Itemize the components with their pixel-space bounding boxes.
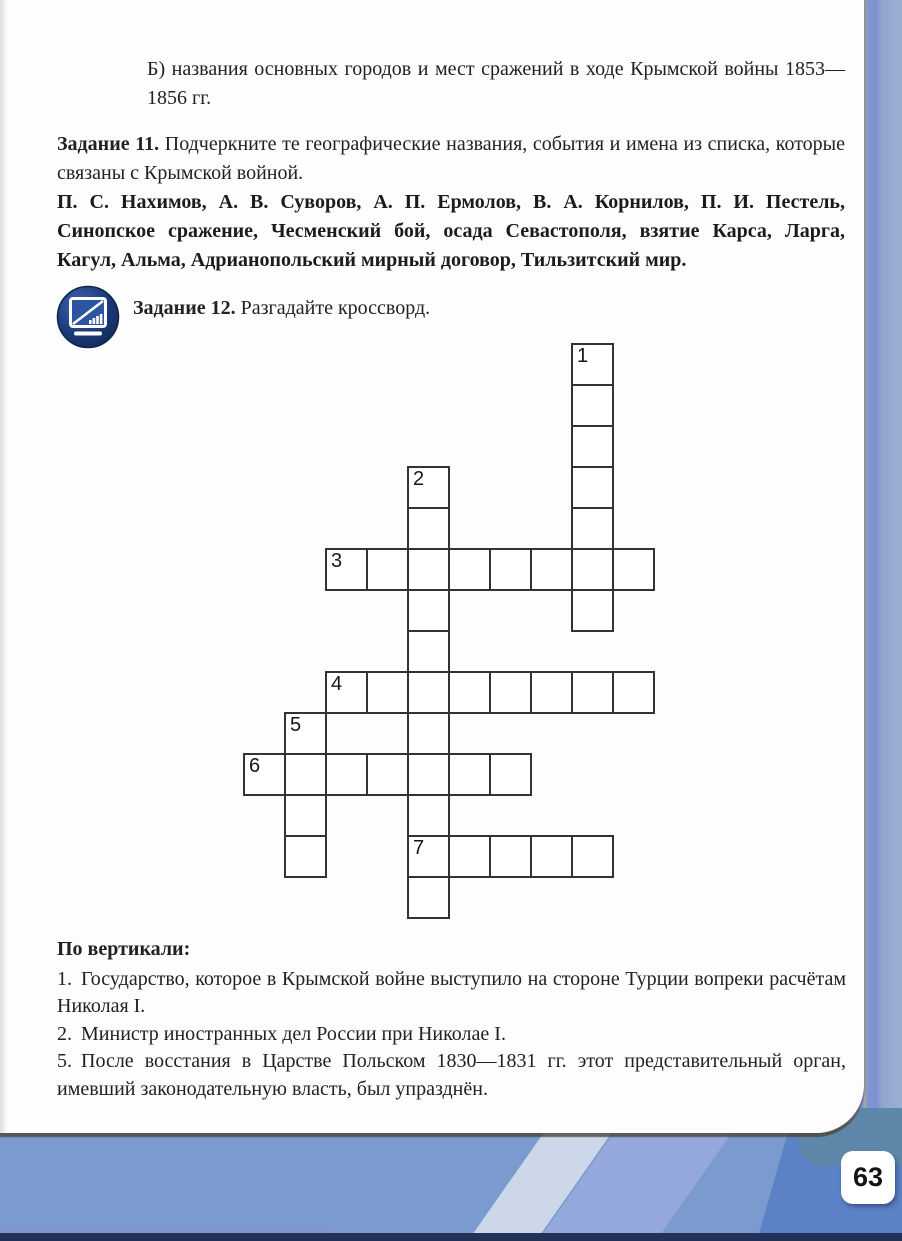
crossword-cell[interactable] [284,794,327,837]
crossword-cell[interactable] [612,548,655,591]
crossword-cell[interactable] [571,671,614,714]
crossword-cell[interactable] [571,384,614,427]
crossword-cell[interactable] [407,712,450,755]
task12-paragraph [120,285,430,323]
decor-navy-strip [0,1233,902,1241]
crossword-cell[interactable] [571,466,614,509]
crossword-cell[interactable] [571,343,614,386]
crossword-cell[interactable] [571,835,614,878]
crossword-cell[interactable] [448,671,491,714]
crossword-cell[interactable] [407,507,450,550]
crossword-cell[interactable] [571,589,614,632]
crossword-cell[interactable] [366,671,409,714]
crossword-cell[interactable] [489,753,532,796]
crossword-cell[interactable] [612,671,655,714]
crossword-cell[interactable] [530,835,573,878]
crossword-cell[interactable] [325,753,368,796]
crossword-cell[interactable] [571,548,614,591]
crossword-cell[interactable] [448,835,491,878]
task12-label: Задание 12. [133,297,236,319]
clue-5 [57,1048,846,1103]
computer-monitor-icon [56,285,120,349]
clue-5-number: 5. [57,1050,72,1072]
clue-1-text: Государство, которое в Крымской войне выступило на стороне Турции вопреки расчётам Николая I. [57,967,846,1017]
crossword-cell[interactable] [243,753,286,796]
page-edge-bottom [0,1133,902,1241]
crossword-cell[interactable] [448,548,491,591]
crossword-cell[interactable] [407,876,450,919]
task11-name-list: П. С. Нахимов, А. В. Суворов, А. П. Ермолов, В. А. Корнилов, П. И. Пестель, Синопское сражение, Чесменский бой, осада Севастополя, взятие Карса, Ларга, Кагул, Альма, Адрианопольский мирный договор, Тильзитский мир. [57,191,845,271]
crossword-cell[interactable] [407,589,450,632]
crossword-number: 1 [577,345,589,367]
page-number [841,1151,895,1204]
crossword-cell[interactable] [407,548,450,591]
crossword-cell[interactable] [489,835,532,878]
vertical-clues-header: По вертикали: [57,938,191,960]
crossword-cell[interactable] [284,753,327,796]
crossword-cell[interactable] [530,671,573,714]
intro-item-b-text: Б) названия основных городов и мест сражений в ходе Крымской войны 1853—1856 гг. [147,58,845,109]
crossword-cell[interactable] [489,548,532,591]
crossword-number: 3 [331,550,343,572]
crossword-cell[interactable] [366,548,409,591]
clue-5-text: После восстания в Царстве Польском 1830—1831 гг. этот представительный орган, имевший законодательную власть, был упразднён. [57,1050,846,1100]
crossword-cell[interactable] [407,671,450,714]
crossword-cell[interactable] [407,835,450,878]
crossword-cell[interactable] [407,753,450,796]
intro-item-b [147,55,845,113]
clue-1-number: 1. [57,967,72,990]
crossword-number: 7 [413,837,425,859]
task12-row [57,285,845,349]
page-number-value: 63 [852,1162,884,1192]
crossword-cell[interactable] [571,507,614,550]
crossword-cell[interactable] [530,548,573,591]
crossword-cell[interactable] [407,794,450,837]
task11-text: Подчеркните те географические названия, события и имена из списка, которые связаны с Крымской войной. [57,133,845,184]
crossword-cell[interactable] [284,835,327,878]
clue-2-text: Министр иностранных дел России при Николае I. [81,1022,506,1045]
crossword-cell[interactable] [366,753,409,796]
crossword-cell[interactable] [448,753,491,796]
crossword-cell[interactable] [571,425,614,468]
task11-paragraph [57,130,845,188]
clue-1 [57,966,846,1021]
task11-label: Задание 11. [57,133,160,155]
crossword-cell[interactable] [284,712,327,755]
task12-text: Разгадайте кроссворд. [235,297,431,319]
crossword-number: 5 [290,714,302,736]
crossword-cell[interactable] [407,466,450,509]
crossword-cell[interactable] [407,630,450,673]
clue-2 [57,1021,846,1049]
crossword-cell[interactable] [489,671,532,714]
crossword-number: 4 [331,673,343,695]
crossword-number: 2 [413,468,425,490]
clue-2-number: 2. [57,1022,72,1045]
page-edge-right [864,0,902,1241]
vertical-clues [57,936,846,1103]
crossword-cell[interactable] [325,671,368,714]
crossword-number: 6 [249,755,261,777]
crossword-cell[interactable] [325,548,368,591]
